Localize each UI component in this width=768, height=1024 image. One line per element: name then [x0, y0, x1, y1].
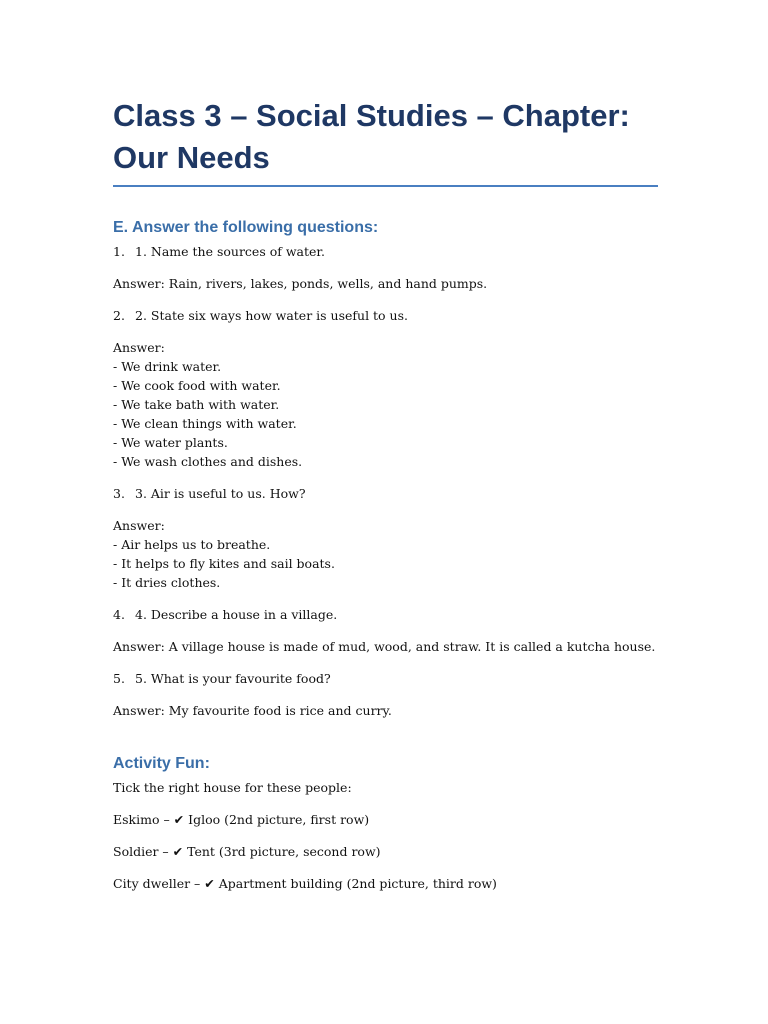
question-number: 5. — [113, 671, 125, 686]
question-3 — [113, 484, 658, 503]
question-text: 4. Describe a house in a village. — [135, 607, 338, 622]
answer-2 — [113, 338, 658, 471]
question-number: 4. — [113, 607, 125, 622]
answer-3 — [113, 516, 658, 592]
answer-1: Answer: Rain, rivers, lakes, ponds, wells, and hand pumps. — [113, 276, 488, 291]
answer-line: - We clean things with water. — [113, 416, 297, 431]
question-2 — [113, 306, 658, 325]
answer-line: - We cook food with water. — [113, 378, 281, 393]
question-5 — [113, 669, 658, 688]
question-number: 1. — [113, 244, 125, 259]
activity-item: City dweller – ✔ Apartment building (2nd picture, third row) — [113, 876, 497, 891]
questions-list — [113, 242, 658, 720]
page-title: Class 3 – Social Studies – Chapter: Our Needs — [113, 95, 658, 187]
answer-line: - We wash clothes and dishes. — [113, 454, 303, 469]
answer-label: Answer: — [113, 518, 165, 533]
answer-line: - We take bath with water. — [113, 397, 280, 412]
question-text: 3. Air is useful to us. How? — [135, 486, 306, 501]
answer-line: - It dries clothes. — [113, 575, 221, 590]
question-number: 3. — [113, 486, 125, 501]
answer-line: - It helps to fly kites and sail boats. — [113, 556, 335, 571]
activity-item: Soldier – ✔ Tent (3rd picture, second row) — [113, 844, 381, 859]
answer-line: - Air helps us to breathe. — [113, 537, 271, 552]
questions-heading: E. Answer the following questions: — [113, 219, 379, 236]
activity-item: Eskimo – ✔ Igloo (2nd picture, first row) — [113, 812, 370, 827]
question-text: 5. What is your favourite food? — [135, 671, 331, 686]
question-text: 2. State six ways how water is useful to us. — [135, 308, 408, 323]
activity-heading: Activity Fun: — [113, 755, 210, 772]
answer-5: Answer: My favourite food is rice and curry. — [113, 703, 392, 718]
question-4 — [113, 605, 658, 624]
answer-line: - We water plants. — [113, 435, 228, 450]
answer-label: Answer: — [113, 340, 165, 355]
document-content — [113, 95, 658, 906]
question-1 — [113, 242, 658, 261]
activity-intro: Tick the right house for these people: — [113, 780, 352, 795]
answer-4: Answer: A village house is made of mud, wood, and straw. It is called a kutcha house. — [113, 639, 656, 654]
question-text: 1. Name the sources of water. — [135, 244, 325, 259]
question-number: 2. — [113, 308, 125, 323]
answer-line: - We drink water. — [113, 359, 222, 374]
